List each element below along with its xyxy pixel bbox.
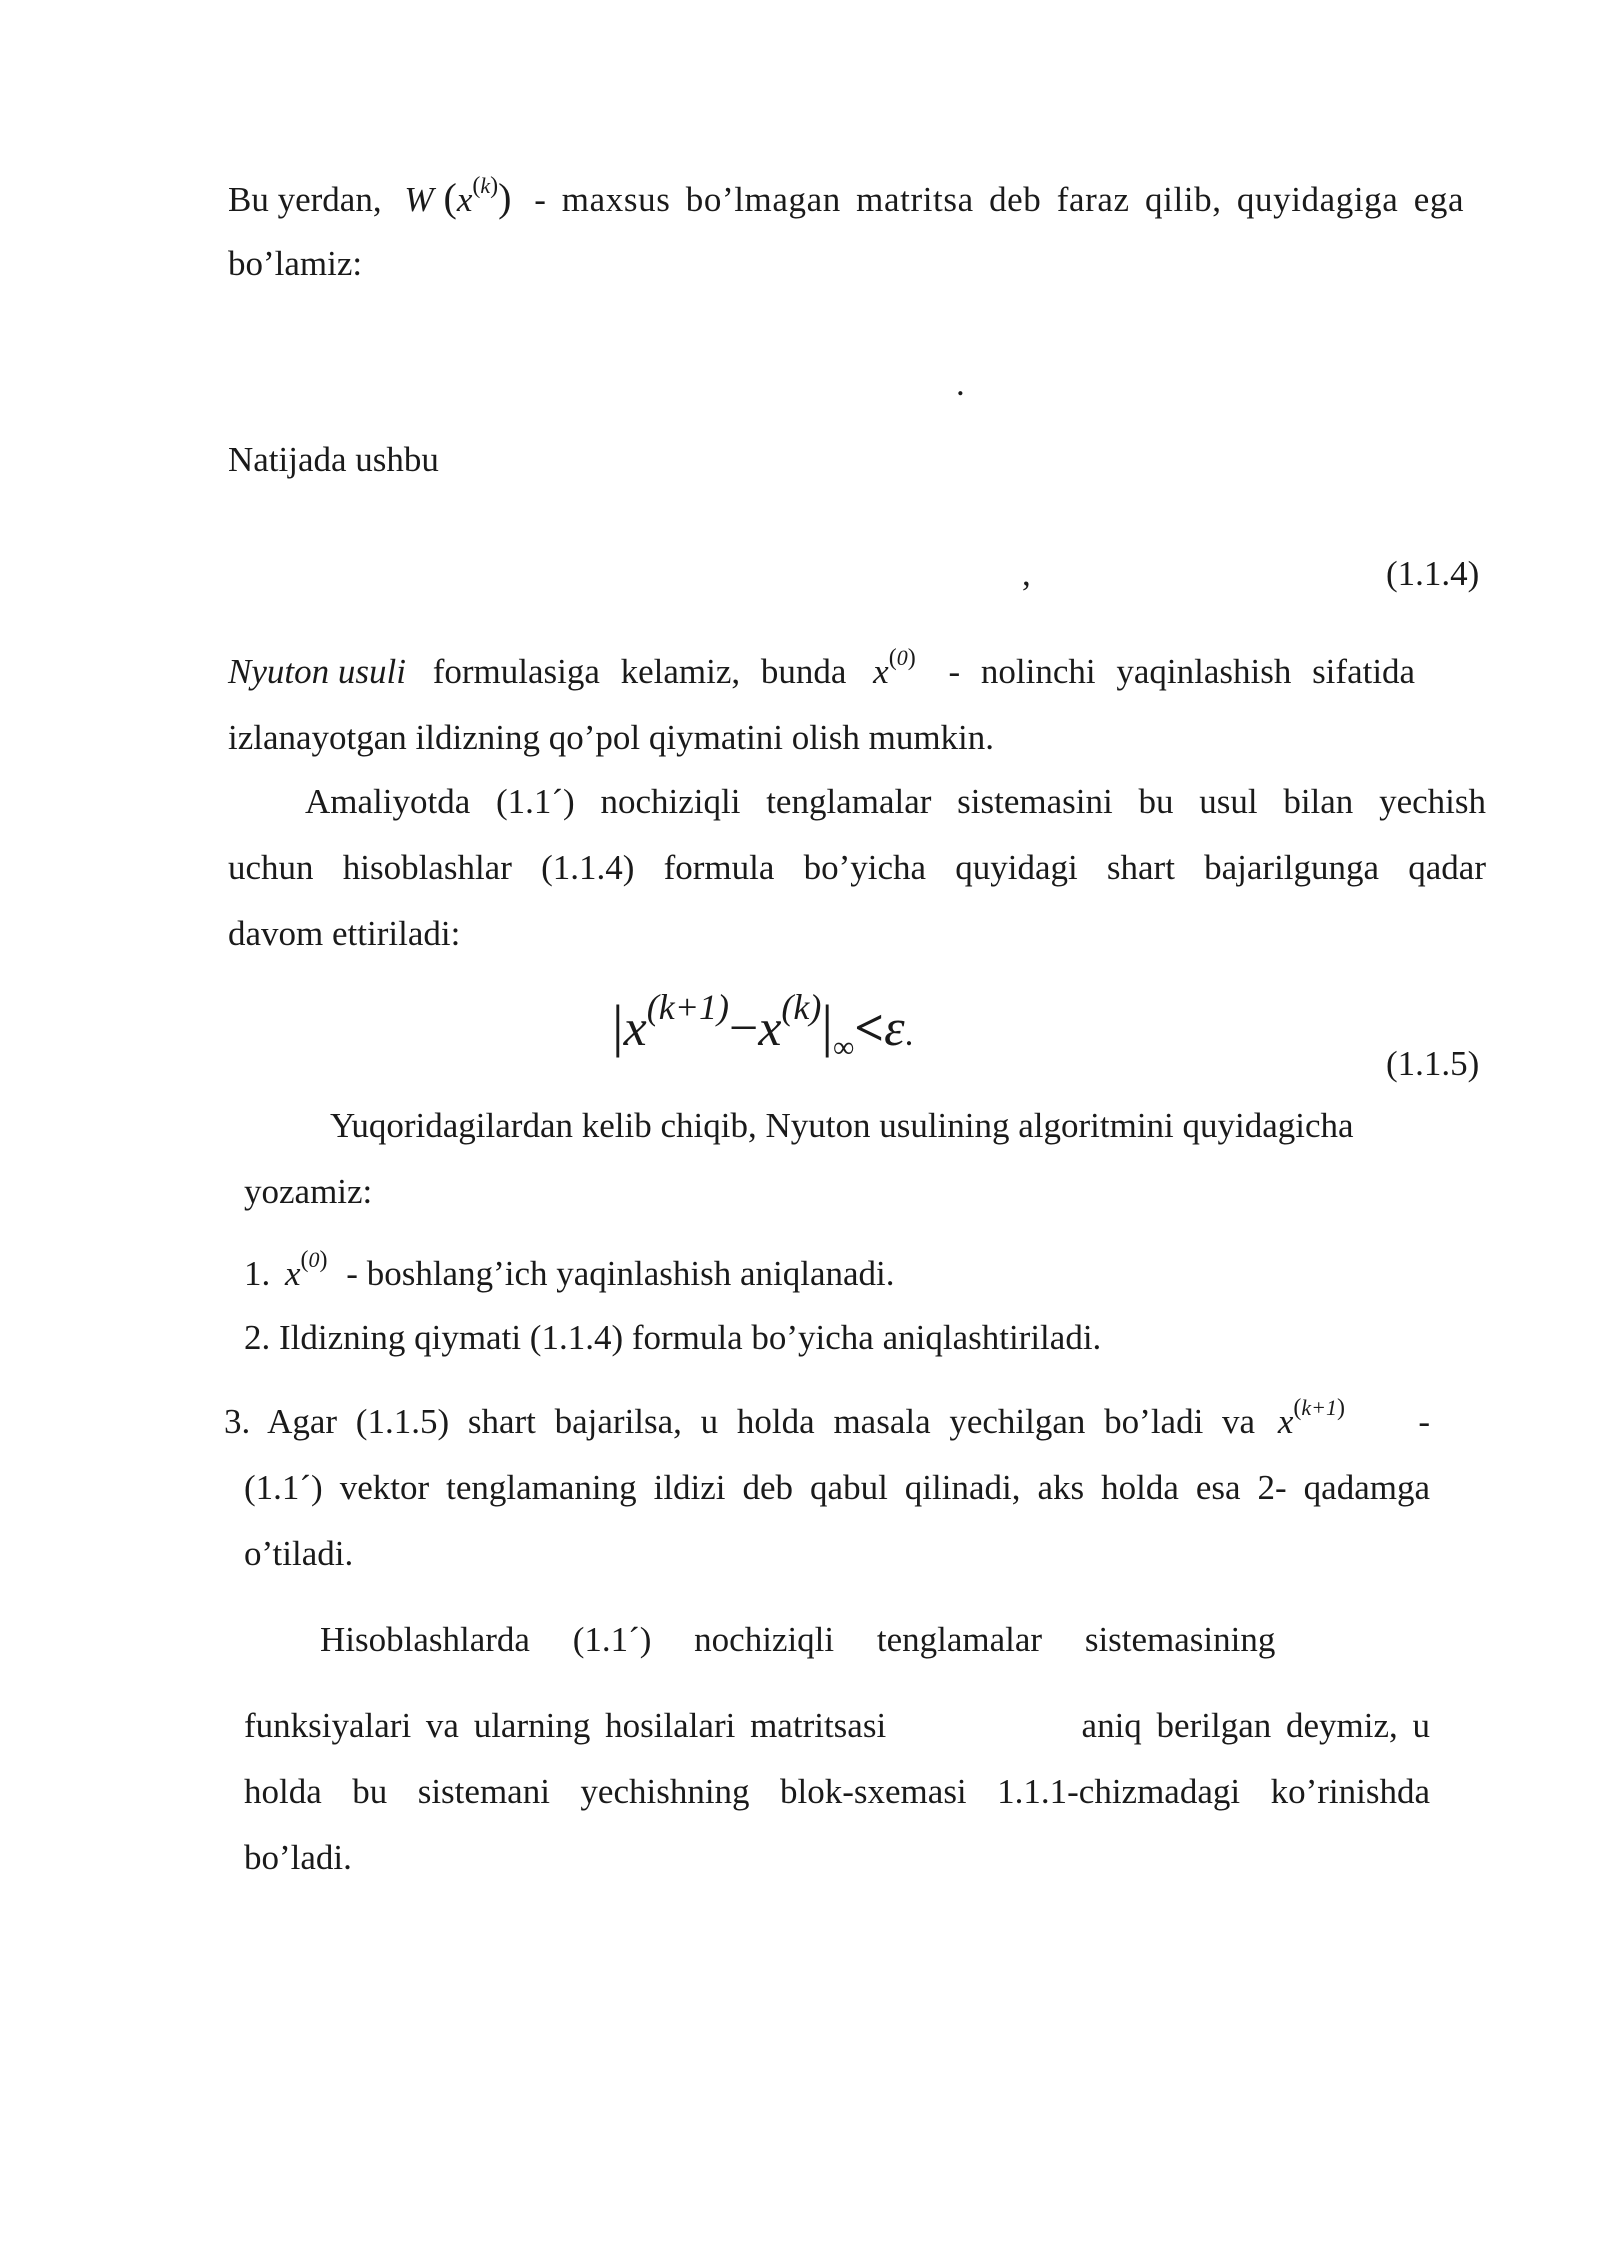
paragraph-4-line-1: Amaliyotda (1.1´) nochiziqli tenglamalar sistemasini bu usul bilan yechish <box>305 782 1486 821</box>
paragraph-6-line-4: bo’ladi. <box>244 1838 352 1877</box>
eq-1-1-5: $|x^{(k+1)}-x^{(k)}|_\infty<\varepsilon$. <box>612 987 914 1064</box>
list-item-3-line-2: (1.1´) vektor tenglamaning ildizi deb qabul qilinadi, aks holda esa 2- qadamga <box>244 1468 1430 1507</box>
list-item-1: 1. $x^{(0)}$ - boshlang’ich yaqinlashish aniqlanadi. <box>244 1247 895 1293</box>
eq-1-1-5-number: (1.1.5) <box>1386 1044 1480 1083</box>
text-rest: - maxsus bo’lmagan matritsa deb faraz qilib, quyidagiga ega <box>534 180 1465 219</box>
paragraph-5-line-1: Yuqoridagilardan kelib chiqib, Nyuton usulining algoritmini quyidagicha <box>330 1106 1354 1145</box>
paragraph-1-line-2: bo’lamiz: <box>228 244 363 283</box>
paragraph-3-line-2: izlanayotgan ildizning qo’pol qiymatini olish mumkin. <box>228 718 995 757</box>
dot-placeholder: . <box>956 364 965 403</box>
text-mid: formulasiga kelamiz, bunda <box>432 652 847 691</box>
paragraph-2: Natijada ushbu <box>228 440 439 479</box>
paragraph-3-line-1 <box>228 645 1486 698</box>
paragraph-4-line-2: uchun hisoblashlar (1.1.4) formula bo’yicha quyidagi shart bajarilgunga qadar <box>228 848 1486 887</box>
paragraph-5-line-2: yozamiz: <box>244 1172 373 1211</box>
eq-1-1-4-number: (1.1.4) <box>1386 554 1480 593</box>
math-x0: $x^{(0)}$ <box>873 645 916 691</box>
paragraph-6-line-2: funksiyalari va ularning hosilalari matritsasi aniq berilgan deymiz, u <box>244 1706 1430 1745</box>
list-item-3-line-1: 3. Agar (1.1.5) shart bajarilsa, u holda masala yechilgan bo’ladi va $x^{(k+1)}$ - <box>224 1395 1430 1441</box>
paragraph-1-line-1 <box>228 173 1486 226</box>
text-nyuton-usuli: Nyuton usuli <box>228 652 406 691</box>
paragraph-4-line-3: davom ettiriladi: <box>228 914 461 953</box>
math-x0-list: $x^{(0)}$ <box>285 1247 328 1293</box>
paragraph-6-line-1: Hisoblashlarda (1.1´) nochiziqli tenglamalar sistemasining <box>320 1620 1276 1659</box>
list-item-2: 2. Ildizning qiymati (1.1.4) formula bo’yicha aniqlashtiriladi. <box>244 1318 1102 1357</box>
text-rest: - nolinchi yaqinlashish sifatida <box>948 652 1416 691</box>
text-lead: Bu yerdan, <box>228 180 382 219</box>
paragraph-6-line-3: holda bu sistemani yechishning blok-sxemasi 1.1.1-chizmadagi ko’rinishda <box>244 1772 1430 1811</box>
math-W-of-xk: W $(x^{(k)})$ <box>404 173 512 220</box>
math-xk1: $x^{(k+1)}$ <box>1277 1395 1346 1441</box>
list-item-3-line-3: o’tiladi. <box>244 1534 354 1573</box>
eq-1-1-4-comma: , <box>1022 554 1031 593</box>
